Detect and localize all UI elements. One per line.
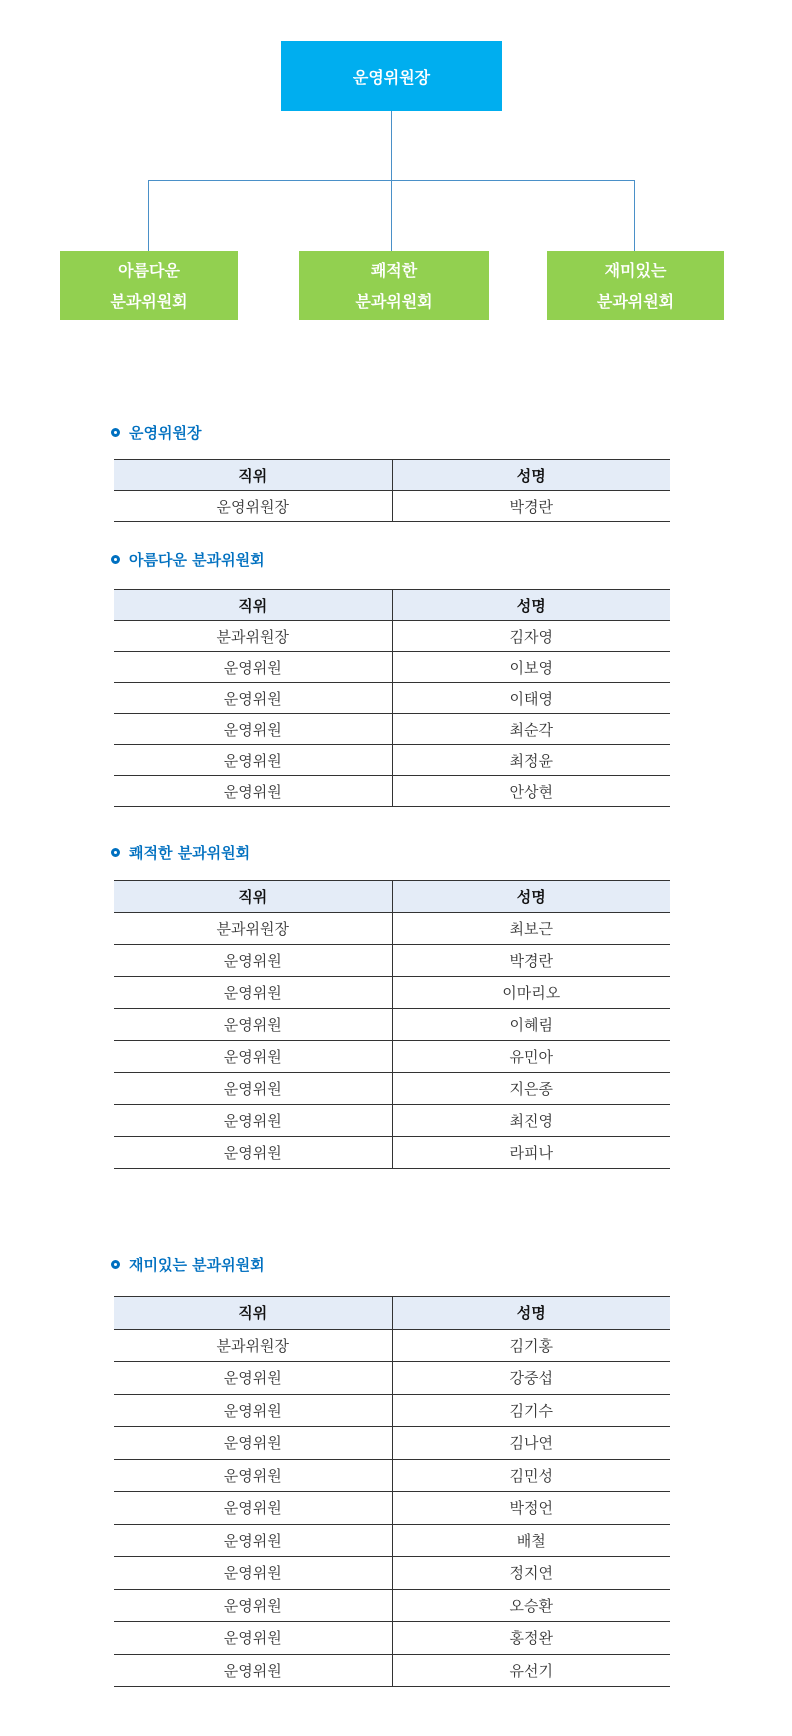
table-row — [114, 1105, 670, 1137]
table-row — [114, 1654, 670, 1687]
org-committee-line2: 분과위원회 — [110, 291, 188, 311]
bullet-icon — [111, 555, 120, 564]
cell-name: 홍정완 — [392, 1622, 670, 1655]
table-row — [114, 1329, 670, 1362]
cell-position: 운영위원 — [114, 1137, 392, 1169]
table-header-row — [114, 460, 670, 491]
cell-name: 최보근 — [392, 913, 670, 945]
table-row — [114, 1041, 670, 1073]
cell-position: 운영위원 — [114, 1427, 392, 1460]
table-row — [114, 1362, 670, 1395]
table-row — [114, 1524, 670, 1557]
table-row — [114, 745, 670, 776]
cell-position: 운영위원 — [114, 1589, 392, 1622]
org-committee-line2: 분과위원회 — [355, 291, 433, 311]
cell-name: 라피나 — [392, 1137, 670, 1169]
member-table — [114, 459, 670, 522]
cell-name: 유민아 — [392, 1041, 670, 1073]
table-row — [114, 1589, 670, 1622]
cell-position: 운영위원 — [114, 1394, 392, 1427]
cell-name: 김기수 — [392, 1394, 670, 1427]
column-header-position: 직위 — [114, 460, 392, 491]
cell-name: 이태영 — [392, 683, 670, 714]
cell-position: 운영위원 — [114, 1622, 392, 1655]
section-title-text: 운영위원장 — [129, 423, 202, 442]
cell-name: 최정윤 — [392, 745, 670, 776]
cell-position: 분과위원장 — [114, 621, 392, 652]
table-row — [114, 1622, 670, 1655]
table-row — [114, 491, 670, 522]
column-header-position: 직위 — [114, 1297, 392, 1330]
org-committee-line2: 분과위원회 — [596, 291, 675, 311]
section-title-text: 아름다운 분과위원회 — [129, 550, 265, 569]
column-header-name: 성명 — [392, 881, 670, 913]
cell-name: 김나연 — [392, 1427, 670, 1460]
cell-position: 운영위원 — [114, 1009, 392, 1041]
section-title — [111, 418, 670, 446]
cell-name: 오승환 — [392, 1589, 670, 1622]
column-header-position: 직위 — [114, 590, 392, 621]
table-row — [114, 1557, 670, 1590]
cell-name: 김민성 — [392, 1459, 670, 1492]
connector-vertical-left — [148, 180, 149, 251]
cell-position: 분과위원장 — [114, 913, 392, 945]
bullet-icon — [111, 1260, 120, 1269]
table-row — [114, 1394, 670, 1427]
cell-position: 분과위원장 — [114, 1329, 392, 1362]
cell-position: 운영위원 — [114, 1557, 392, 1590]
section-title — [111, 1250, 670, 1278]
cell-position: 운영위원 — [114, 1524, 392, 1557]
cell-position: 운영위원 — [114, 1654, 392, 1687]
table-row — [114, 1137, 670, 1169]
cell-name: 김기홍 — [392, 1329, 670, 1362]
cell-position: 운영위원 — [114, 1459, 392, 1492]
org-committee-box-pleasant — [299, 251, 489, 320]
connector-vertical-head — [391, 111, 392, 181]
cell-position: 운영위원 — [114, 1105, 392, 1137]
table-row — [114, 1009, 670, 1041]
table-row — [114, 621, 670, 652]
table-row — [114, 1492, 670, 1525]
org-committee-box-beautiful — [60, 251, 238, 320]
table-row — [114, 1073, 670, 1105]
cell-position: 운영위원 — [114, 945, 392, 977]
cell-position: 운영위원 — [114, 1362, 392, 1395]
table-header-row — [114, 1297, 670, 1330]
cell-position: 운영위원 — [114, 714, 392, 745]
cell-name: 정지연 — [392, 1557, 670, 1590]
cell-name: 이마리오 — [392, 977, 670, 1009]
table-row — [114, 977, 670, 1009]
cell-position: 운영위원 — [114, 1041, 392, 1073]
cell-name: 박경란 — [392, 945, 670, 977]
cell-name: 김자영 — [392, 621, 670, 652]
connector-vertical-middle — [391, 180, 392, 251]
section-fun-committee — [111, 1250, 670, 1687]
section-beautiful-committee — [111, 545, 670, 807]
cell-name: 이보영 — [392, 652, 670, 683]
section-title-text: 쾌적한 분과위원회 — [129, 843, 251, 862]
member-table — [114, 589, 670, 807]
column-header-name: 성명 — [392, 460, 670, 491]
section-pleasant-committee — [111, 838, 670, 1169]
table-header-row — [114, 881, 670, 913]
cell-name: 배철 — [392, 1524, 670, 1557]
cell-position: 운영위원 — [114, 1073, 392, 1105]
table-row — [114, 1427, 670, 1460]
cell-position: 운영위원 — [114, 683, 392, 714]
cell-name: 최진영 — [392, 1105, 670, 1137]
cell-name: 이혜림 — [392, 1009, 670, 1041]
cell-name: 지은종 — [392, 1073, 670, 1105]
table-row — [114, 683, 670, 714]
table-row — [114, 714, 670, 745]
column-header-position: 직위 — [114, 881, 392, 913]
column-header-name: 성명 — [392, 1297, 670, 1330]
table-row — [114, 1459, 670, 1492]
table-row — [114, 913, 670, 945]
bullet-icon — [111, 848, 120, 857]
table-row — [114, 945, 670, 977]
section-title-text: 재미있는 분과위원회 — [129, 1255, 265, 1274]
table-header-row — [114, 590, 670, 621]
org-committee-line1: 쾌적한 — [370, 260, 418, 280]
table-row — [114, 776, 670, 807]
member-table — [114, 1296, 670, 1687]
org-head-label: 운영위원장 — [352, 67, 431, 87]
cell-position: 운영위원 — [114, 652, 392, 683]
cell-position: 운영위원장 — [114, 491, 392, 522]
section-title — [111, 838, 670, 866]
cell-name: 박경란 — [392, 491, 670, 522]
bullet-icon — [111, 428, 120, 437]
org-committee-line1: 재미있는 — [604, 260, 667, 280]
cell-position: 운영위원 — [114, 977, 392, 1009]
member-table — [114, 880, 670, 1169]
cell-position: 운영위원 — [114, 1492, 392, 1525]
column-header-name: 성명 — [392, 590, 670, 621]
cell-name: 최순각 — [392, 714, 670, 745]
cell-name: 박정언 — [392, 1492, 670, 1525]
org-committee-box-fun — [547, 251, 724, 320]
table-row — [114, 652, 670, 683]
section-title — [111, 545, 670, 573]
cell-name: 유선기 — [392, 1654, 670, 1687]
org-committee-line1: 아름다운 — [118, 260, 180, 280]
connector-vertical-right — [634, 180, 635, 251]
cell-position: 운영위원 — [114, 776, 392, 807]
org-head-box — [281, 41, 502, 111]
cell-name: 안상현 — [392, 776, 670, 807]
cell-name: 강중섭 — [392, 1362, 670, 1395]
cell-position: 운영위원 — [114, 745, 392, 776]
section-chairperson — [111, 418, 670, 522]
